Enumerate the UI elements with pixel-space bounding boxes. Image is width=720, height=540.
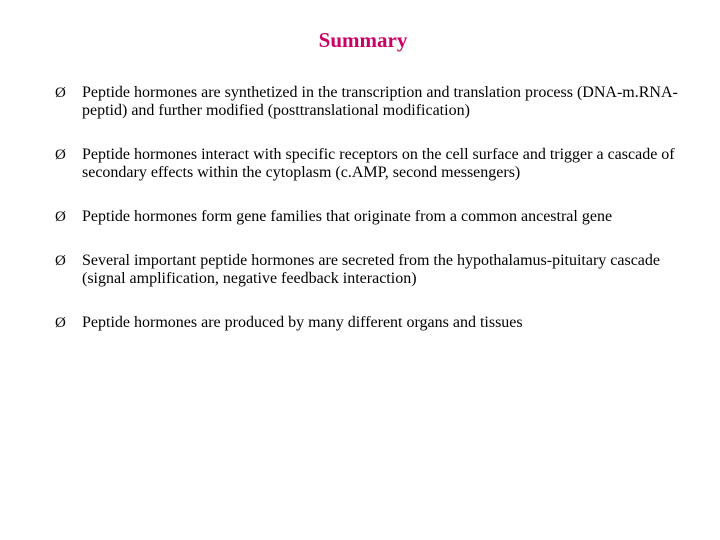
bullet-text: Peptide hormones are synthetized in the transcription and translation process (DNA-m.RNA-peptid) and further modified (posttranslational modification): [82, 84, 678, 119]
bullet-item: [55, 84, 685, 120]
arrow-bullet-icon: Ø: [55, 315, 66, 331]
bullet-text: Several important peptide hormones are secreted from the hypothalamus-pituitary cascade (signal amplification, negative feedback interaction): [82, 252, 661, 287]
bullet-text: Peptide hormones interact with specific receptors on the cell surface and trigger a cascade of secondary effects within the cytoplasm (c.AMP, second messengers): [82, 146, 675, 181]
bullet-list: [55, 84, 685, 358]
bullet-text: Peptide hormones are produced by many different organs and tissues: [82, 314, 523, 331]
arrow-bullet-icon: Ø: [55, 85, 66, 101]
bullet-text: Peptide hormones form gene families that originate from a common ancestral gene: [82, 208, 613, 225]
bullet-item: [55, 208, 685, 226]
bullet-item: [55, 146, 685, 182]
arrow-bullet-icon: Ø: [55, 253, 66, 269]
arrow-bullet-icon: Ø: [55, 147, 66, 163]
bullet-item: [55, 252, 685, 288]
arrow-bullet-icon: Ø: [55, 209, 66, 225]
slide-title: Summary: [318, 28, 408, 52]
bullet-item: [55, 314, 685, 332]
